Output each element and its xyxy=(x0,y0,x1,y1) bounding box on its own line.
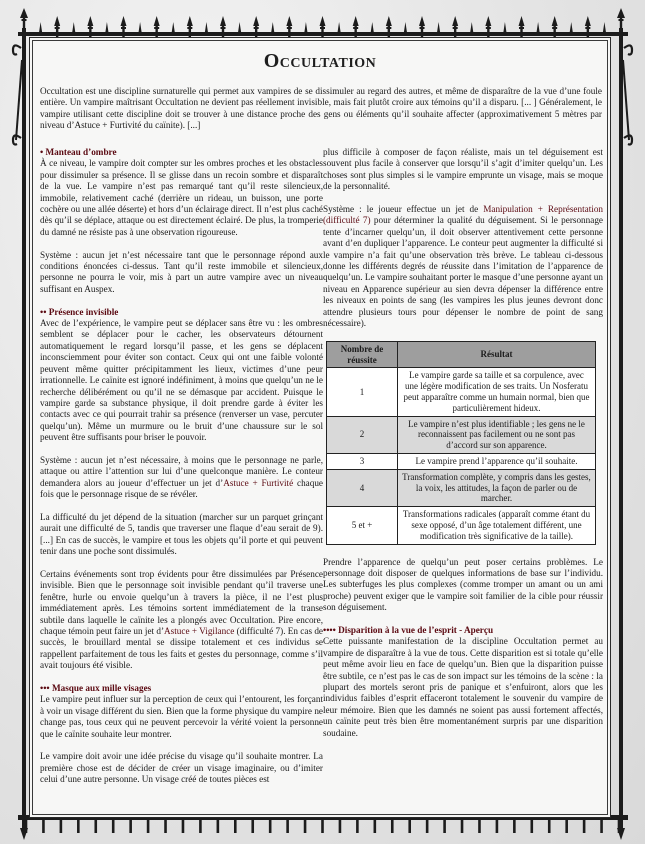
spike-finial xyxy=(519,16,525,26)
bottom-picket xyxy=(321,820,324,833)
paragraph: Le vampire doit avoir une idée précise du visage qu’il souhaite montrer. La première chose est de décider de créer un visage imaginaire, ou d’imiter celui d’une autre personne. Un visage créé de toutes pièces est xyxy=(40,751,323,785)
bottom-picket xyxy=(408,820,411,833)
post-finial xyxy=(617,828,625,840)
table-row xyxy=(327,469,596,506)
small-spike xyxy=(503,22,506,32)
small-spike xyxy=(72,22,75,32)
bottom-picket xyxy=(147,820,150,833)
table-row xyxy=(327,507,596,544)
trait-reference: Astuce + Vigilance xyxy=(164,625,235,636)
table-row xyxy=(327,368,596,416)
bottom-picket xyxy=(618,820,621,833)
right-column xyxy=(323,147,603,751)
small-spike xyxy=(271,22,274,32)
system-label: Système xyxy=(40,249,72,260)
success-table xyxy=(326,341,596,545)
small-spike xyxy=(371,22,374,32)
section-heading: •••• Disparition à la vue de l’esprit - Aperçu xyxy=(323,625,494,636)
spike-collar xyxy=(486,27,491,29)
spike-finial xyxy=(220,16,226,26)
successes-cell: 1 xyxy=(327,368,398,416)
spike-finial xyxy=(585,16,591,26)
successes-cell: 2 xyxy=(327,416,398,453)
spike-collar xyxy=(453,27,458,29)
bottom-picket xyxy=(129,820,132,833)
spike-collar xyxy=(585,27,590,29)
bottom-picket xyxy=(251,820,254,833)
spike-finial xyxy=(187,16,193,26)
paragraph-text: Certains événements sont trop évidents pour être dissimulées par Présence invisible. Bien que le personnage soit invisible pendant qu’il traverse une fenêtre, hurle ou envoie quelqu’un à travers la pièce, il ne l’est plus immédiatement après. Les témoins sortent immédiatement de la transe subtile dans laquelle le caïnite les a plongés avec Occultation. Pire encore, chaque témoin peut faire un jet d’ xyxy=(40,568,323,636)
bottom-picket xyxy=(77,820,80,833)
bottom-picket xyxy=(600,820,603,833)
spike-finial xyxy=(386,16,392,26)
spike-finial xyxy=(419,16,425,26)
small-spike xyxy=(172,22,175,32)
paragraph: La difficulté du jet dépend de la situation (marcher sur un parquet grinçant aurait une difficulté de 5, tandis que traverser une flaque d’eau serait de 9). [...] En cas de succès, le vampire et tous les objets qu’il porte et qui peuvent tenir dans une poche sont dissimulés. xyxy=(40,511,323,557)
small-spike xyxy=(570,22,573,32)
successes-cell: 4 xyxy=(327,469,398,506)
bottom-picket xyxy=(269,820,272,833)
spike-finial xyxy=(286,16,292,26)
bottom-picket xyxy=(60,820,63,833)
paragraph: Prendre l’apparence de quelqu’un peut poser certains problèmes. Le personnage doit disposer de quelques informations de base sur l’individu. Les subterfuges les plus complexes (comme tromper un amant ou un ami proche) peuvent exiger que le vampire soit familier de la cible pour réussir son déguisement. xyxy=(323,556,603,613)
bottom-picket xyxy=(234,820,237,833)
spike-collar xyxy=(320,27,325,29)
system-label: Système xyxy=(323,204,355,215)
column-header-result: Résultat xyxy=(398,341,596,368)
top-rail xyxy=(18,32,628,36)
bottom-picket xyxy=(391,820,394,833)
system-paragraph xyxy=(323,204,603,329)
scroll-ornament xyxy=(624,45,632,54)
spike-collar xyxy=(420,27,425,29)
spike-finial xyxy=(87,16,93,26)
spike-finial xyxy=(154,16,160,26)
scroll-ornament xyxy=(13,135,21,144)
bottom-picket xyxy=(548,820,551,833)
section-text: Cette puissante manifestation de la discipline Occultation permet au vampire de disparaître à la vue de tous. Cette disparition est si totale qu’elle peut même avoir lieu en face de quelqu’un. Bien que la disparition puisse être subtile, ce n’est pas le cas de son impact sur les témoins de la scène : la plupart des mortels seront pris de panique et s’enfuiront, alors que les individus faibles d’esprit effaceront totalement le souvenir du vampire de leur mémoire. Bien que les damnés ne soient pas aussi fortement affectés, un caïnite peut très bien être momentanément surpris par une disparition soudaine. xyxy=(323,636,603,738)
left-post xyxy=(22,28,26,828)
spike-collar xyxy=(55,27,60,29)
spike-finial xyxy=(320,16,326,26)
spike-finial xyxy=(452,16,458,26)
spike-collar xyxy=(187,27,192,29)
right-brace xyxy=(623,60,629,140)
table-row xyxy=(327,454,596,470)
small-spike xyxy=(338,22,341,32)
spike-collar xyxy=(619,19,624,21)
paragraph: plus difficile à composer de façon réaliste, mais un tel déguisement est souvent plus facile à conserver que lorsqu’il s’agit d’imiter quelqu’un. Les choses sont plus simples si le vampire emprunte un visage, mais se moque de la personnalité. xyxy=(323,147,603,192)
table-row xyxy=(327,416,596,453)
column-header-successes: Nombre de réussite xyxy=(327,341,398,368)
fence-bar xyxy=(23,18,25,40)
system-paragraph xyxy=(40,455,323,501)
small-spike xyxy=(205,22,208,32)
spike-collar xyxy=(386,27,391,29)
result-cell: Transformations radicales (apparaît comme étant du sexe opposé, d’un âge totalement différent, une modification très significative de la taille). xyxy=(398,507,596,544)
spike-finial xyxy=(54,16,60,26)
bottom-picket xyxy=(182,820,185,833)
post-finial xyxy=(20,828,28,840)
bottom-picket xyxy=(286,820,289,833)
spike-collar xyxy=(353,27,358,29)
intro-paragraph: Occultation est une discipline surnaturelle qui permet aux vampires de se dissimuler au regard des autres, et même de disparaître de la vue d’une foule entière. Un vampire maîtrisant Occultation ne devient pas réellement invisible, mais fait plutôt croire aux témoins qu’il a disparu. [... ] Généralement, le vampire utilisant cette discipline doit se trouver à une distance proche des gens ou éléments qu’il souhaite affecter (approximativement 5 mètres par niveau d’Astuce + Furtivité du caïnite). [...] xyxy=(40,86,602,131)
result-cell: Le vampire n’est plus identifiable ; les gens ne le reconnaissent pas facilement ou ne sont pas d’accord sur son apparence. xyxy=(398,416,596,453)
bottom-picket xyxy=(199,820,202,833)
bottom-picket xyxy=(443,820,446,833)
spike-collar xyxy=(121,27,126,29)
section-text: Avec de l’expérience, le vampire peut se déplacer sans être vu : les ombres semblent se déplacer pour le cacher, les observateurs détournent automatiquement le regard lorsqu’il passe, et les gens se déplacent inconsciemment pour éviter son contact. Ceux qui ont une faible volonté peuvent même quitter précipitamment les lieux, victimes d’une peur irrationnelle. Le caïnite est ignoré indéfiniment, à moins que quelqu’un ne le recherche délibérément ou qu’il ne se démasque par accident. Puisque le vampire garde sa substance physique, il doit prendre garde à éviter les contacts avec ce qui pourrait trahir sa présence (renverser un vase, percuter quelqu’un). Même un murmure ou le bruit d’une chaussure sur le sol peuvent être suffisants pour briser le pouvoir. xyxy=(40,318,323,443)
bottom-picket xyxy=(304,820,307,833)
table-header-row xyxy=(327,341,596,368)
small-spike xyxy=(238,22,241,32)
paragraph-text: (difficulté 7). En cas de succès, le brouillard mental se dissipe totalement et ces individus se rappellent parfaitement de tous les faits et gestes du personnage, comme s’il avait toujours été visible. xyxy=(40,625,324,671)
spike-finial xyxy=(20,8,28,18)
spike-finial xyxy=(121,16,127,26)
small-spike xyxy=(304,22,307,32)
bottom-picket xyxy=(164,820,167,833)
small-spike xyxy=(39,22,42,32)
bottom-picket xyxy=(461,820,464,833)
small-spike xyxy=(537,22,540,32)
spike-collar xyxy=(519,27,524,29)
spike-collar xyxy=(254,27,259,29)
page-title: Occultation xyxy=(263,50,377,72)
section-heading: •• Présence invisible xyxy=(40,306,119,317)
section-disparition xyxy=(323,625,603,739)
spike-collar xyxy=(287,27,292,29)
bottom-picket xyxy=(530,820,533,833)
result-cell: Le vampire prend l’apparence qu’il souhaite. xyxy=(398,454,596,470)
bottom-picket xyxy=(426,820,429,833)
section-manteau xyxy=(40,147,323,238)
successes-cell: 3 xyxy=(327,454,398,470)
bottom-picket xyxy=(339,820,342,833)
bottom-picket xyxy=(513,820,516,833)
small-spike xyxy=(470,22,473,32)
system-text: : le joueur effectue un jet de xyxy=(354,204,484,215)
system-label: Système xyxy=(40,454,72,465)
bottom-picket xyxy=(478,820,481,833)
small-spike xyxy=(404,22,407,32)
bottom-picket xyxy=(565,820,568,833)
successes-cell: 5 et + xyxy=(327,507,398,544)
system-text: : aucun jet n’est nécessaire, à moins que le personnage ne parle, attaque ou attire l’attention sur lui d’une quelconque manière. Le conteur demandera alors au joueur d’effectuer un jet d’ xyxy=(40,454,323,488)
section-masque xyxy=(40,683,323,740)
small-spike xyxy=(603,22,606,32)
system-text: pour déterminer la qualité du déguisement. Si le personnage tente d’incarner quelqu’un, il doit observer attentivement cette personne avant d’en dupliquer l’apparence. Le conteur peut augmenter la difficulté si le vampire n’a fait qu’une observation très brève. Le tableau ci-dessous donne les différents degrés de réussite dans l’imitation de l’apparence de quelqu’un. Le vampire souhaitant porter le masque d’une personne ayant un niveau en Apparence supérieur au sien devra dépenser la différence entre les niveaux en points de sang (les vampires les plus jeunes devront donc attendre plusieurs tours pour dépenser le nombre de point de sang nécessaire). xyxy=(323,215,603,329)
section-text: À ce niveau, le vampire doit compter sur les ombres proches et les obstacles pour dissimuler sa présence. Il se glisse dans un recoin sombre et disparaît de la vue. Le vampire n’est pas remarqué tant qu’il reste silencieux, immobile, relativement caché (derrière un rideau, un buisson, une porte cochère ou une allée déserte) et hors d’un éclairage direct. Il n’est plus caché dès qu’il se déplace, attaque ou est directement éclairé. De plus, la tromperie du damné ne résiste pas à une observation rigoureuse. xyxy=(40,158,323,237)
spike-finial xyxy=(353,16,359,26)
small-spike xyxy=(437,22,440,32)
section-heading: ••• Masque aux mille visages xyxy=(40,683,152,693)
bottom-picket xyxy=(94,820,97,833)
spike-finial xyxy=(485,16,491,26)
bottom-picket xyxy=(583,820,586,833)
spike-finial xyxy=(253,16,259,26)
bottom-picket xyxy=(496,820,499,833)
spike-collar xyxy=(22,19,27,21)
bottom-picket xyxy=(356,820,359,833)
section-presence xyxy=(40,307,323,444)
spike-collar xyxy=(88,27,93,29)
scroll-ornament xyxy=(624,135,632,144)
small-spike xyxy=(139,22,142,32)
section-heading: • Manteau d’ombre xyxy=(40,147,117,157)
spike-collar xyxy=(552,27,557,29)
trait-reference: Manipulation + Représentation (difficulté 7) xyxy=(323,204,604,226)
bottom-picket xyxy=(112,820,115,833)
left-brace xyxy=(16,60,22,140)
spike-collar xyxy=(221,27,226,29)
scroll-ornament xyxy=(13,45,21,54)
spike-collar xyxy=(154,27,159,29)
left-column xyxy=(40,147,323,797)
result-cell: Le vampire garde sa taille et sa corpulence, avec une légère modification de ses traits. Un Nosferatu peut apparaître comme un humain normal, bien que particulièrement hideux. xyxy=(398,368,596,416)
system-paragraph xyxy=(40,250,323,296)
right-post xyxy=(619,28,623,828)
paragraph xyxy=(40,569,323,672)
fence-bar xyxy=(620,18,622,40)
bottom-picket xyxy=(217,820,220,833)
bottom-picket xyxy=(374,820,377,833)
document-page xyxy=(29,37,611,818)
bottom-picket xyxy=(42,820,45,833)
spike-finial xyxy=(552,16,558,26)
system-text: : aucun jet n’est nécessaire tant que le personnage répond aux conditions énoncées ci-dessus. Tant qu’il reste immobile et silencieux, personne ne pourra le voir, mis à part un autre vampire avec un niveau suffisant en Auspex. xyxy=(40,249,323,294)
section-text: Le vampire peut influer sur la perception de ceux qui l’entourent, les forçant à voir un visage différent du sien. Bien que la forme physique du vampire ne change pas, tous ceux qui ne peuvent percevoir la vérité voient la personne que le caïnite souhaite leur montrer. xyxy=(40,694,323,739)
small-spike xyxy=(105,22,108,32)
bottom-picket xyxy=(25,820,28,833)
system-text: chaque fois que le personnage risque de se révéler. xyxy=(40,477,324,500)
result-cell: Transformation complète, y compris dans les gestes, la voix, les attitudes, la façon de parler ou de marcher. xyxy=(398,469,596,506)
trait-reference: Astuce + Furtivité xyxy=(223,477,294,488)
spike-finial xyxy=(617,8,625,18)
